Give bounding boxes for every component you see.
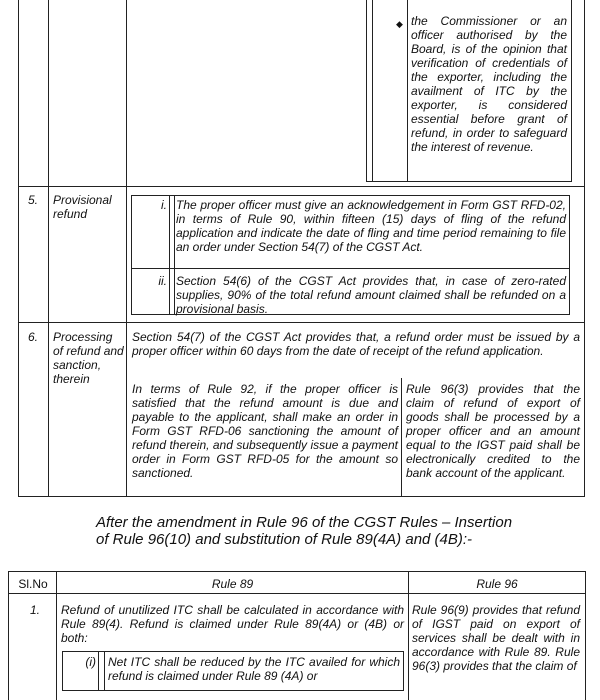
table2-border-left <box>8 571 9 700</box>
row-1-rule89: Refund of unutilized ITC shall be calculated in accordance with Rule 89(4). Refund is claimed under Rule 89(4A) or (4B) or both: <box>61 603 404 645</box>
sub-box-border <box>169 195 170 315</box>
sub-item-text: Net ITC shall be reduced by the ITC availed for which refund is claimed under Rule 89 (4A) or <box>108 655 400 683</box>
header-slno: Sl.No <box>18 577 48 591</box>
item-marker: ii. <box>158 274 167 288</box>
table1-row-separator <box>18 186 585 187</box>
row-6-column-divider <box>401 378 402 496</box>
table2-border-top <box>8 571 586 572</box>
amendment-heading: After the amendment in Rule 96 of the CGST Rules – Insertion of Rule 96(10) and substitution of Rule 89(4A) and (4B):- <box>96 514 513 548</box>
sub-box-border <box>569 195 570 315</box>
sub-box-border <box>131 268 570 269</box>
sub-box-border <box>62 651 63 691</box>
row-5-title: Provisional refund <box>53 193 112 221</box>
row-6-right-text: Rule 96(3) provides that the claim of refund of export of goods shall be processed by a proper officer and an amount equal to the IGST paid shall be electronically credited to the bank account of the applicant. <box>406 382 580 480</box>
row-1-sl: 1. <box>30 603 41 617</box>
row-6-title: Processing of refund and sanction, therein <box>53 330 124 386</box>
row-6-left-text: In terms of Rule 92, if the proper officer is satisfied that the refund amount is due and payable to the applicant, shall make an order in Form GST RFD-06 sanctioning the amount of refund therein, and subsequently issue a payment order in Form GST RFD-05 for the amount so sanctioned. <box>132 382 398 480</box>
header-rule96: Rule 96 <box>476 577 518 591</box>
table2-border-right <box>585 571 586 700</box>
table1-divider-sl <box>48 0 49 497</box>
sub-box-border <box>104 651 105 691</box>
header-rule89: Rule 89 <box>211 577 254 591</box>
table1-border-left <box>18 0 19 497</box>
table1-border-bottom <box>18 496 585 497</box>
row-6-intro: Section 54(7) of the CGST Act provides that, a refund order must be issued by a proper officer within 60 days from the date of receipt of the refund application. <box>132 330 580 358</box>
sub-box-border <box>131 195 570 196</box>
table1-row-separator <box>18 322 585 323</box>
row-6-sl: 6. <box>28 330 39 344</box>
sub-box-border <box>131 195 132 315</box>
inner-box-border <box>372 0 373 182</box>
inner-box-border <box>407 0 408 182</box>
table1-border-right <box>584 0 585 497</box>
sub-item-marker: (i) <box>85 655 96 669</box>
table2-header-separator <box>8 593 586 594</box>
sub-box-border <box>174 195 175 315</box>
row-5-sl: 5. <box>28 193 39 207</box>
sub-box-border <box>62 651 404 652</box>
row-1-rule96: Rule 96(9) provides that refund of IGST paid on export of services shall be dealt with in accordance with Rule 89. Rule 96(3) provides that the claim of <box>412 603 580 673</box>
sub-box-border <box>98 651 99 691</box>
inner-box-border <box>366 0 367 182</box>
item-text: The proper officer must give an acknowledgement in Form GST RFD-02, in terms of Rule 90, within fifteen (15) days of fling of the refund application and indicate the date of fling and time period remaining to file an order under Section 54(7) of the CGST Act. <box>176 198 566 254</box>
inner-box-border <box>366 181 572 182</box>
table1-divider-title <box>126 0 127 497</box>
inner-box-border <box>571 0 572 182</box>
top-row-text: the Commissioner or an officer authorised by the Board, is of the opinion that verification of credentials of the exporter, including the availment of ITC by the exporter, is considered essential before grant of refund, in order to safeguard the interest of revenue. <box>411 14 567 154</box>
diamond-bullet-icon: ◆ <box>396 19 403 29</box>
item-marker: i. <box>161 198 167 212</box>
item-text: Section 54(6) of the CGST Act provides that, in case of zero-rated supplies, 90% of the total refund amount claimed shall be refunded on a provisional basis. <box>176 274 566 316</box>
sub-box-border <box>62 690 404 691</box>
sub-box-border <box>403 651 404 691</box>
